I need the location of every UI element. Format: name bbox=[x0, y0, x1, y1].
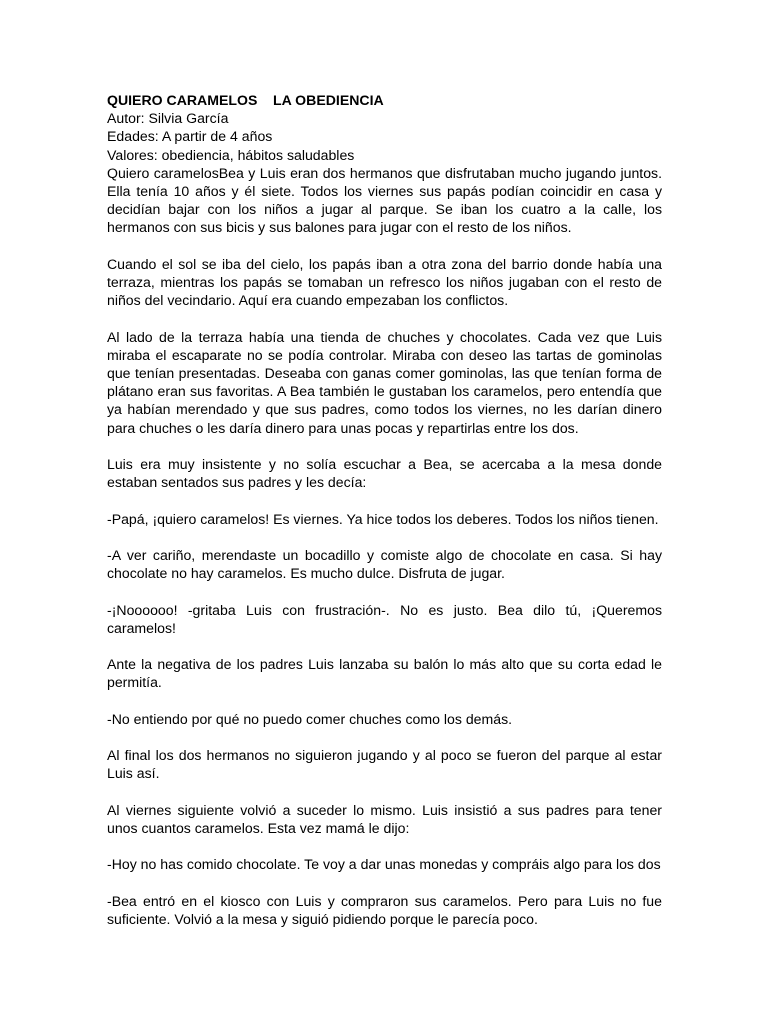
paragraph: -Papá, ¡quiero caramelos! Es viernes. Ya hice todos los deberes. Todos los niños tienen. bbox=[107, 510, 659, 527]
paragraph: -Hoy no has comido chocolate. Te voy a dar unas monedas y compráis algo para los dos bbox=[107, 856, 661, 873]
author-line: Autor: Silvia García bbox=[107, 110, 229, 127]
paragraph: Luis era muy insistente y no solía escuchar a Bea, se acercaba a la mesa donde estaban sentados sus padres y les decía: bbox=[107, 456, 662, 491]
ages-line: Edades: A partir de 4 años bbox=[107, 128, 273, 145]
paragraph: -No entiendo por qué no puedo comer chuches como los demás. bbox=[107, 710, 513, 727]
paragraph: -¡Noooooo! -gritaba Luis con frustración-. No es justo. Bea dilo tú, ¡Queremos caramelos! bbox=[107, 601, 662, 636]
paragraph: Ante la negativa de los padres Luis lanzaba su balón lo más alto que su corta edad le permitía. bbox=[107, 656, 662, 691]
paragraph: Al final los dos hermanos no siguieron jugando y al poco se fueron del parque al estar Luis así. bbox=[107, 747, 662, 782]
paragraph: Al lado de la terraza había una tienda de chuches y chocolates. Cada vez que Luis miraba el escaparate no se podía controlar. Miraba con deseo las tartas de gominolas que tenían presentadas. Deseaba con ganas comer gominolas, las que tenían forma de plátano eran sus favoritas. A Bea también le gustaban los caramelos, pero entendía que ya habían merendado y que sus padres, como todos los viernes, no les darían dinero para chuches o les daría dinero para unas pocas y repartirlas entre los dos. bbox=[107, 328, 662, 436]
paragraph: Al viernes siguiente volvió a suceder lo mismo. Luis insistió a sus padres para tener unos cuantos caramelos. Esta vez mamá le dijo: bbox=[107, 801, 662, 836]
paragraph: Quiero caramelosBea y Luis eran dos hermanos que disfrutaban mucho jugando juntos. Ella tenía 10 años y él siete. Todos los viernes sus papás podían coincidir en casa y decidían bajar con los niños a jugar al parque. Se iban los cuatro a la calle, los hermanos con sus bicis y sus balones para jugar con el resto de los niños. bbox=[107, 164, 662, 236]
paragraph: Cuando el sol se iba del cielo, los papás iban a otra zona del barrio donde había una terraza, mientras los papás se tomaban un refresco los niños jugaban con el resto de niños del vecindario. Aquí era cuando empezaban los conflictos. bbox=[107, 255, 662, 309]
paragraph: -A ver cariño, merendaste un bocadillo y comiste algo de chocolate en casa. Si hay chocolate no hay caramelos. Es mucho dulce. Disfruta de jugar. bbox=[107, 547, 662, 582]
document-page bbox=[107, 91, 662, 946]
values-line: Valores: obediencia, hábitos saludables bbox=[107, 146, 355, 163]
paragraph: -Bea entró en el kiosco con Luis y compraron sus caramelos. Pero para Luis no fue suficiente. Volvió a la mesa y siguió pidiendo porque le parecía poco. bbox=[107, 892, 662, 927]
document-title: QUIERO CARAMELOS LA OBEDIENCIA bbox=[107, 92, 384, 108]
